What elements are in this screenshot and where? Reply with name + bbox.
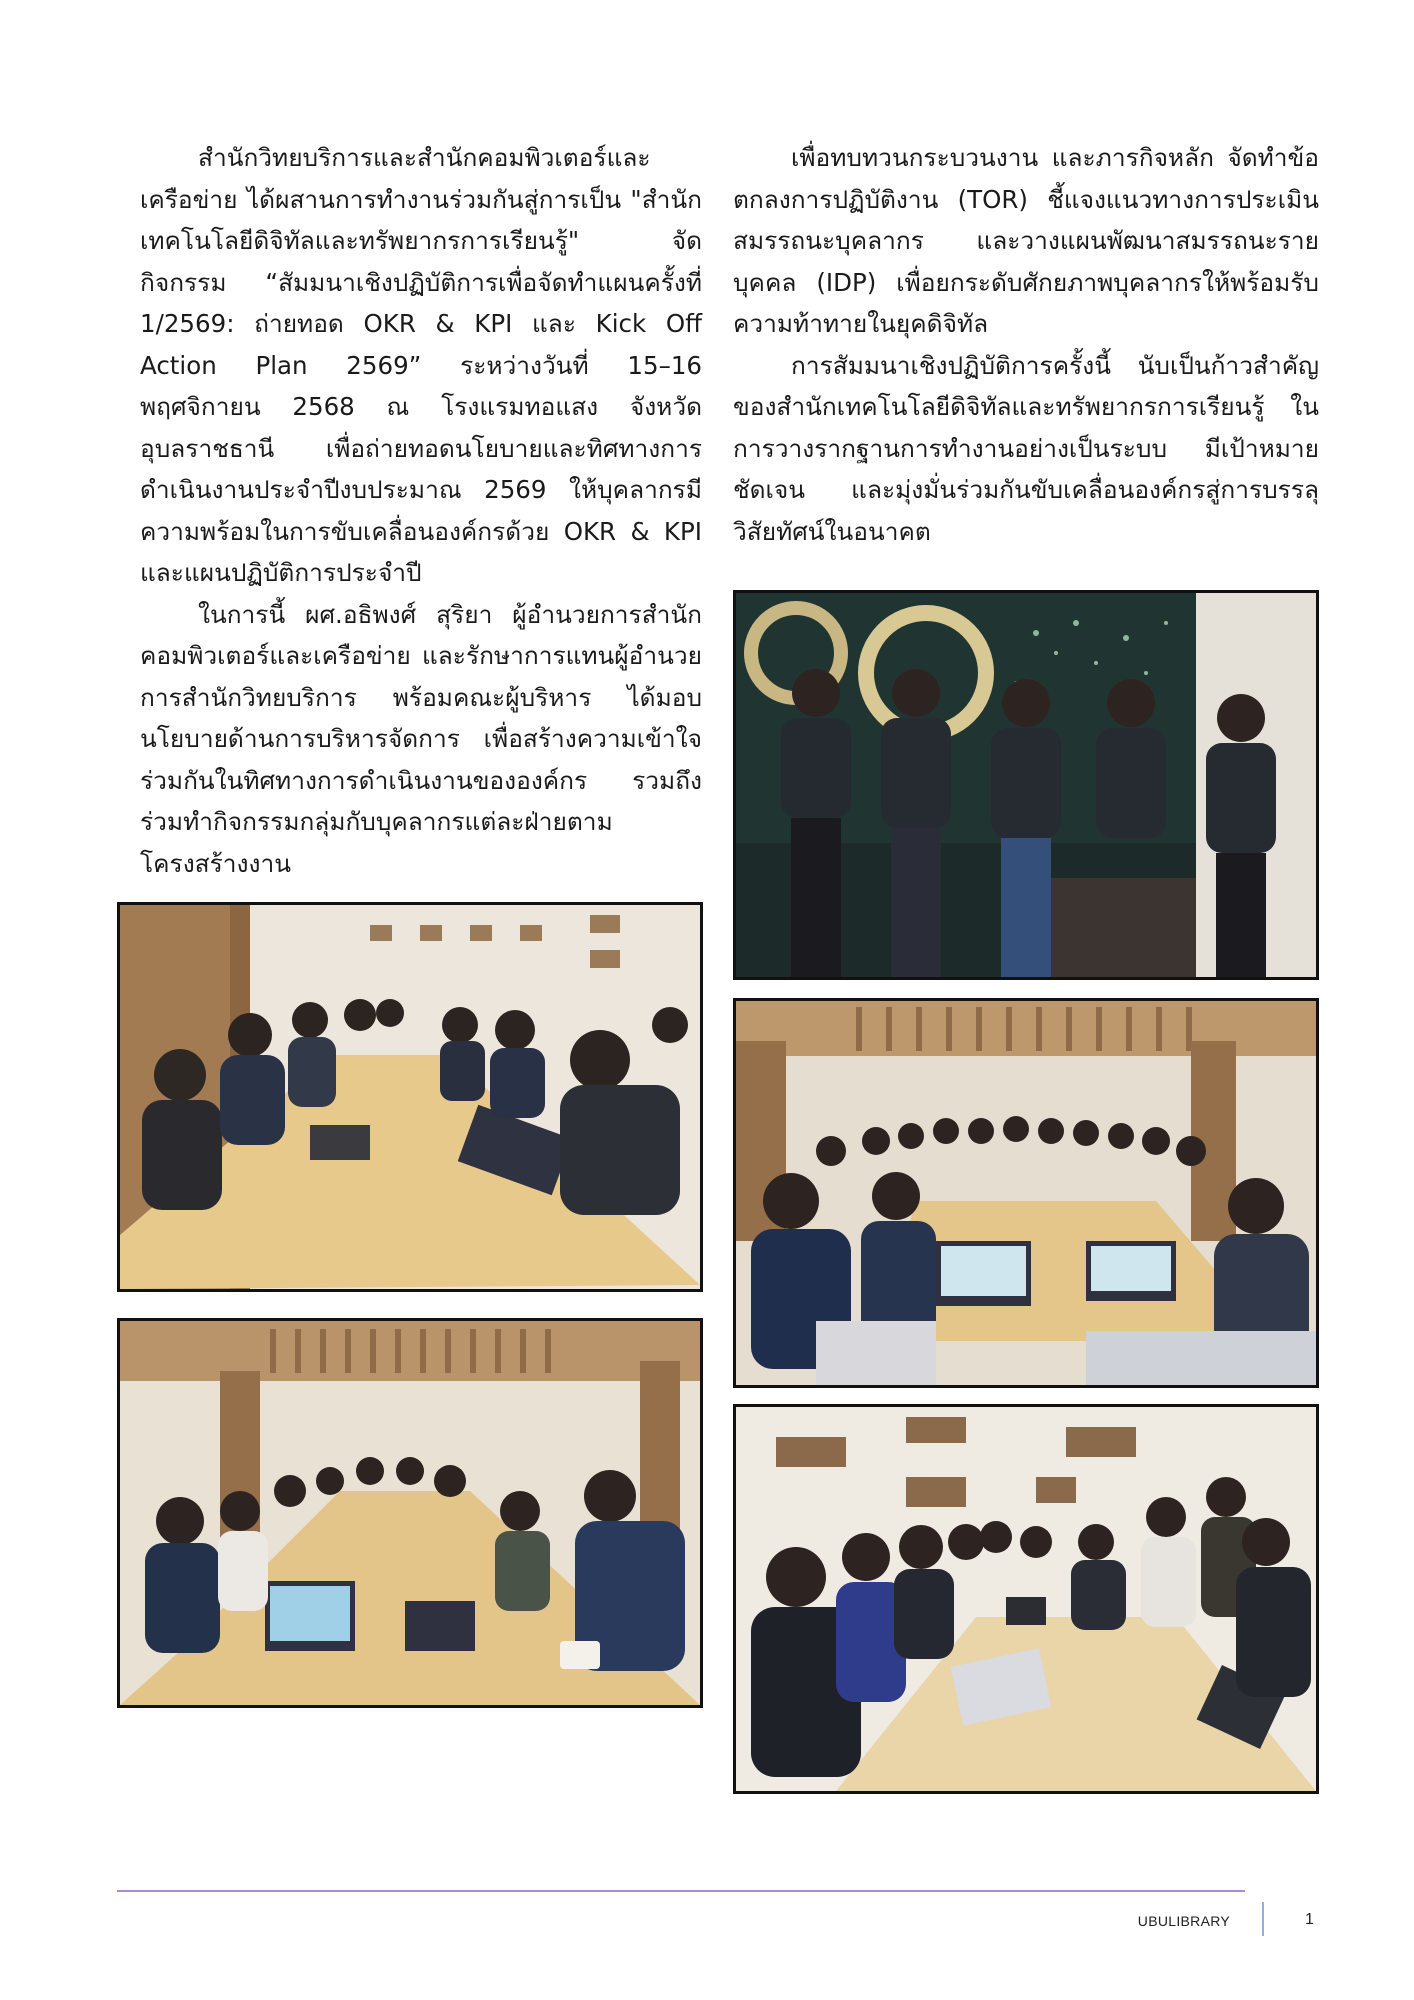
- photo-seminar-group-table: [117, 902, 703, 1292]
- footer-rule: [117, 1890, 1245, 1892]
- page-number: 1: [1305, 1911, 1314, 1928]
- photo-seminar-participants-laptops: [117, 1318, 703, 1708]
- photo-executives-on-stage: [733, 590, 1319, 980]
- article-paragraph: ในการนี้ ผศ.อธิพงศ์ สุริยา ผู้อำนวยการสำนักคอมพิวเตอร์และเครือข่าย และรักษาการแทนผู้อำนวยการสำนักวิทยบริการ พร้อมคณะผู้บริหาร ได้มอบนโยบายด้านการบริหารจัดการ เพื่อสร้างความเข้าใจร่วมกันในทิศทางการดำเนินงานขององค์กร รวมถึงร่วมทำกิจกรรมกลุ่มกับบุคลากรแต่ละฝ่ายตามโครงสร้างงาน: [140, 599, 702, 878]
- footer-brand: UBULIBRARY: [1137, 1913, 1230, 1929]
- article-paragraph: การสัมมนาเชิงปฏิบัติการครั้งนี้ นับเป็นก้าวสำคัญของสำนักเทคโนโลยีดิจิทัลและทรัพยากรการเรียนรู้ ในการวางรากฐานการทำงานอย่างเป็นระบบ มีเป้าหมายชัดเจน และมุ่งมั่นร่วมกันขับเคลื่อนองค์กรสู่การบรรลุวิสัยทัศน์ในอนาคต: [733, 350, 1319, 546]
- article-paragraph: เพื่อทบทวนกระบวนงาน และภารกิจหลัก จัดทำข้อตกลงการปฏิบัติงาน (TOR) ชี้แจงแนวทางการประเมินสมรรถนะบุคลากร และวางแผนพัฒนาสมรรถนะรายบุคคล (IDP) เพื่อยกระดับศักยภาพบุคลากรให้พร้อมรับความท้าทายในยุคดิจิทัล: [733, 143, 1319, 338]
- photo-team-discussion-table: [733, 1404, 1319, 1794]
- article-left-column: [140, 137, 702, 884]
- article-right-column: [733, 137, 1319, 552]
- footer-divider: [1262, 1902, 1264, 1936]
- photo-group-meeting-room: [733, 998, 1319, 1388]
- article-paragraph: สำนักวิทยบริการและสำนักคอมพิวเตอร์และเครือข่าย ได้ผสานการทำงานร่วมกันสู่การเป็น "สำนักเทคโนโลยีดิจิทัลและทรัพยากรการเรียนรู้" จัดกิจกรรม “สัมมนาเชิงปฏิบัติการเพื่อจัดทำแผนครั้งที่ 1/2569: ถ่ายทอด OKR & KPI และ Kick Off Action Plan 2569” ระหว่างวันที่ 15–16 พฤศจิกายน 2568 ณ โรงแรมทอแสง จังหวัดอุบลราชธานี เพื่อถ่ายทอดนโยบายและทิศทางการดำเนินงานประจำปีงบประมาณ 2569 ให้บุคลากรมีความพร้อมในการขับเคลื่อนองค์กรด้วย OKR & KPI และแผนปฏิบัติการประจำปี: [140, 143, 702, 587]
